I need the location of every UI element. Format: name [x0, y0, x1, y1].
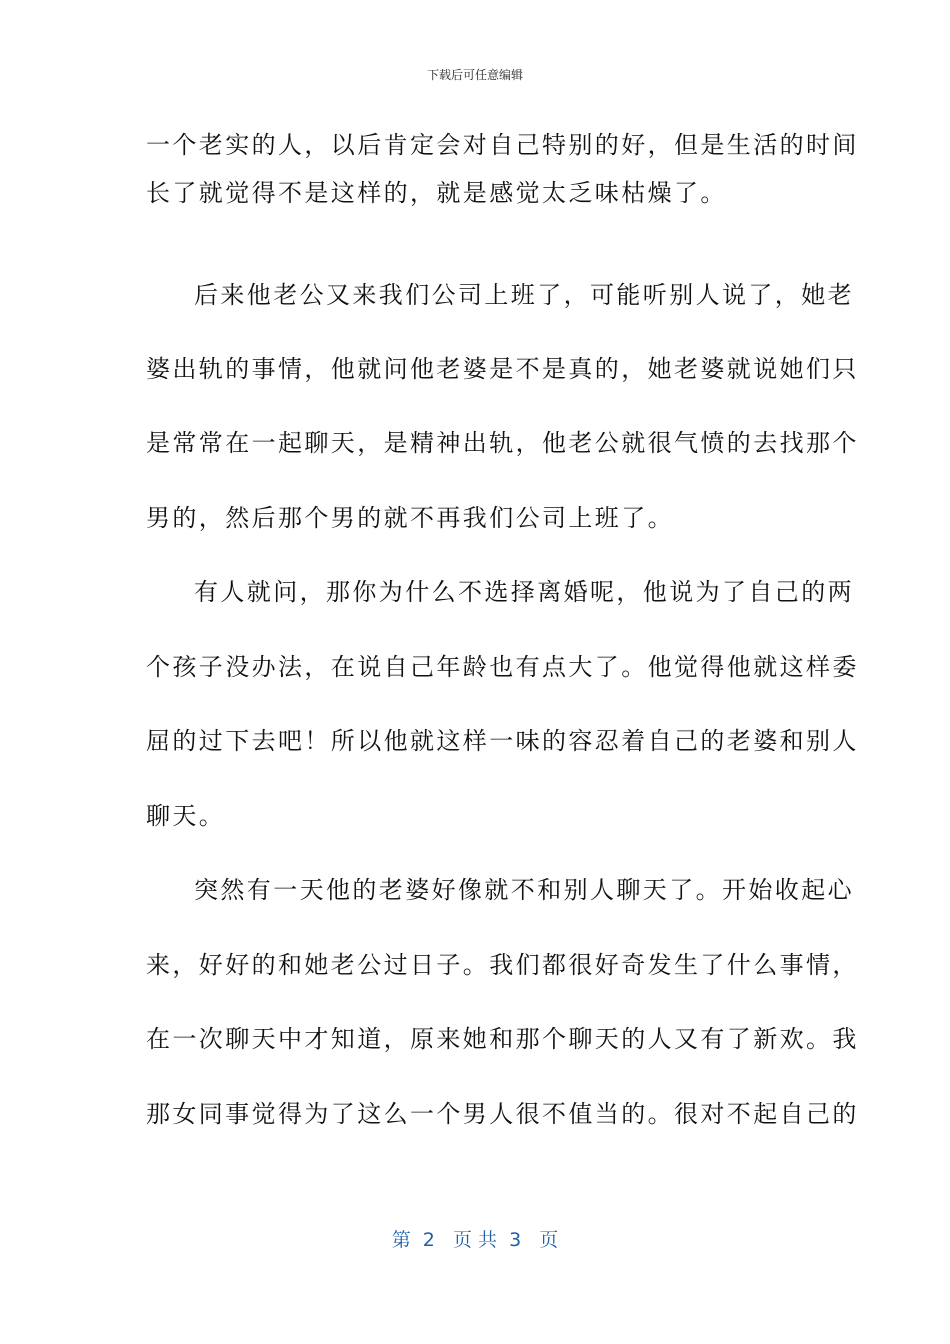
text-line: 一个老实的人，以后肯定会对自己特别的好，但是生活的时间	[146, 131, 859, 159]
text-line: 长了就觉得不是这样的，就是感觉太乏味枯燥了。	[146, 179, 727, 207]
page-number: 第 2 页 共 3 页	[391, 1229, 559, 1251]
text-line: 屈的过下去吧！所以他就这样一味的容忍着自己的老婆和别人	[146, 727, 859, 755]
text-line: 来，好好的和她老公过日子。我们都很好奇发生了什么事情，	[146, 951, 859, 979]
text-line: 男的，然后那个男的就不再我们公司上班了。	[146, 504, 674, 532]
text-line: 那女同事觉得为了这么一个男人很不值当的。很对不起自己的	[146, 1100, 859, 1128]
header-note: 下载后可任意编辑	[426, 68, 523, 82]
paragraph-first-line: 突然有一天他的老婆好像就不和别人聊天了。开始收起心	[194, 876, 854, 904]
paragraph-first-line: 后来他老公又来我们公司上班了，可能听别人说了，她老	[194, 281, 854, 309]
text-line: 婆出轨的事情，他就问他老婆是不是真的，她老婆就说她们只	[146, 355, 859, 383]
text-line: 个孩子没办法，在说自己年龄也有点大了。他觉得他就这样委	[146, 653, 859, 681]
text-line: 是常常在一起聊天，是精神出轨，他老公就很气愤的去找那个	[146, 429, 859, 457]
text-line: 在一次聊天中才知道，原来她和那个聊天的人又有了新欢。我	[146, 1025, 859, 1053]
text-line: 聊天。	[146, 802, 226, 830]
paragraph-first-line: 有人就问，那你为什么不选择离婚呢，他说为了自己的两	[194, 578, 854, 606]
